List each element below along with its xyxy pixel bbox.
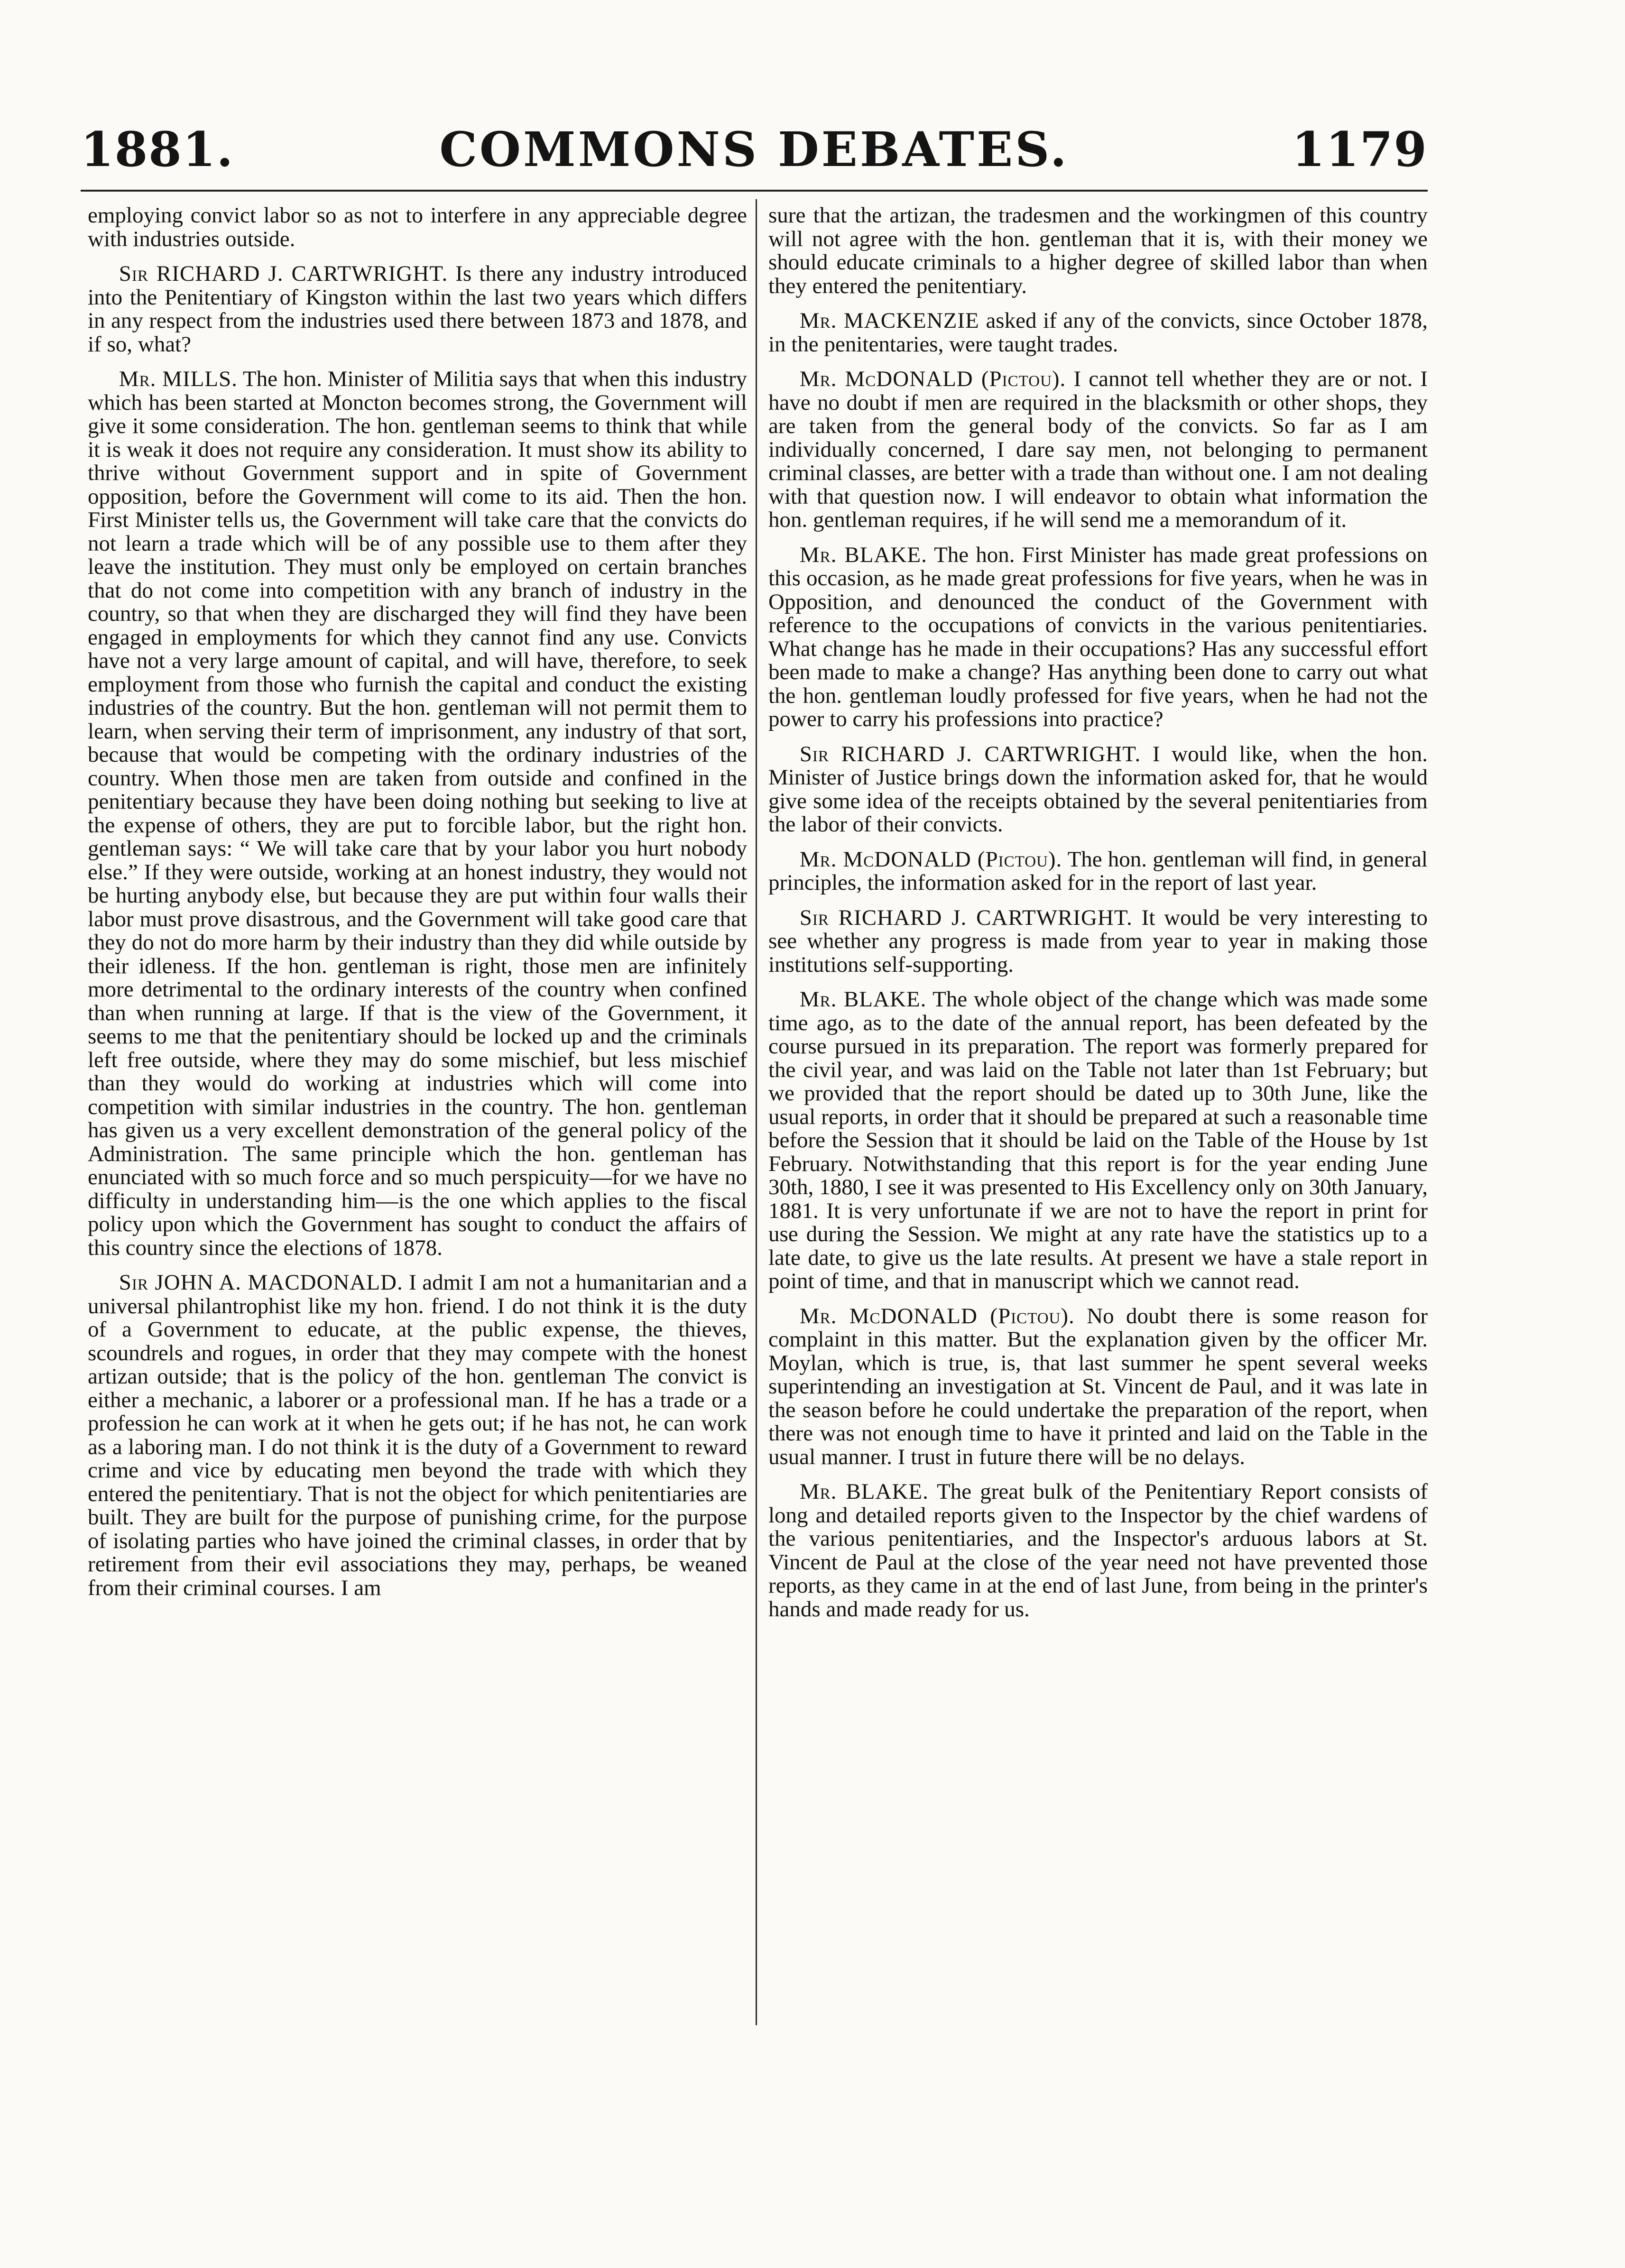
speaker-name: Mr. McDONALD (Pictou). bbox=[799, 367, 1066, 391]
paragraph-text: employing convict labor so as not to interfere in any appreciable degree with industries outside. bbox=[88, 203, 747, 251]
speaker-name: Mr. McDONALD (Pictou). bbox=[799, 847, 1062, 872]
left-column bbox=[88, 204, 747, 1611]
speaker-name: Mr. BLAKE. bbox=[799, 987, 927, 1012]
debate-paragraph bbox=[88, 1271, 747, 1600]
paragraph-text: The hon. gentleman will find, in general principles, the information asked for in the report of last year. bbox=[768, 847, 1428, 895]
speaker-name: Mr. BLAKE. bbox=[799, 1479, 929, 1504]
speaker-name: Mr. BLAKE. bbox=[799, 542, 927, 567]
paragraph-text: I would like, when the hon. Minister of Justice brings down the information asked for, that he would give some idea of the receipts obtained by the several penitentiaries from the labor of their convicts. bbox=[768, 741, 1428, 837]
header-rule bbox=[81, 190, 1428, 192]
right-column bbox=[768, 204, 1428, 1632]
paragraph-text: asked if any of the convicts, since October 1878, in the penitentaries, were taught trades. bbox=[768, 308, 1428, 357]
speaker-name: Sir JOHN A. MACDONALD. bbox=[119, 1270, 403, 1295]
debate-paragraph bbox=[88, 368, 747, 1260]
debate-paragraph bbox=[768, 368, 1428, 532]
speaker-name: Sir RICHARD J. CARTWRIGHT. bbox=[799, 905, 1133, 930]
paragraph-text: sure that the artizan, the tradesmen and the workingmen of this country will not agree with the hon. gentleman that it is, with their money we should educate criminals to a higher degree of skilled labor than when they entered the penitentiary. bbox=[768, 203, 1428, 298]
paragraph-text: I admit I am not a humanitarian and a universal philantrophist like my hon. friend. I do not think it is the duty of a Government to educate, at the public expense, the thieves, scoundrels and rogues, in order that they may compete with the honest artizan outside; that is the policy of the hon. gentleman The convict is either a mechanic, a laborer or a professional man. If he has a trade or a profession he can work at it when he gets out; if he has not, he can work as a laboring man. I do not think it is the duty of a Government to reward crime and vice by educating men beyond the trade with which they entered the penitentiary. That is not the object for which penitentiaries are built. They are built for the purpose of punishing crime, for the purpose of isolating parties who have joined the criminal classes, in order that by retirement from their evil associations they may, perhaps, be weaned from their criminal courses. I am bbox=[88, 1270, 747, 1600]
speaker-name: Sir RICHARD J. CARTWRIGHT. bbox=[799, 741, 1141, 766]
paragraph-text: Is there any industry introduced into the Penitentiary of Kingston within the last two years which differs in any respect from the industries used there between 1873 and 1878, and if so, what? bbox=[88, 261, 747, 357]
paragraph-text: I cannot tell whether they are or not. I have no doubt if men are required in the blacksmith or other shops, they are taken from the general body of the convicts. So far as I am individually concerned, I dare say men, not belonging to permanent criminal classes, are better with a trade than without one. I am not dealing with that question now. I will endeavor to obtain what information the hon. gentleman requires, if he will send me a memorandum of it. bbox=[768, 367, 1428, 532]
page-header bbox=[81, 119, 1428, 183]
debate-paragraph bbox=[768, 906, 1428, 977]
debate-paragraph bbox=[768, 309, 1428, 356]
header-year: 1881. bbox=[81, 121, 234, 177]
debate-paragraph bbox=[768, 743, 1428, 837]
paragraph-text: No doubt there is some reason for complaint in this matter. But the explanation given by the officer Mr. Moylan, which is true, is, that last summer he spent several weeks superintending an investigation at St. Vincent de Paul, and it was late in the season before he could undertake the preparation of the report, when there was not enough time to have it printed and laid on the Table in the usual manner. I trust in future there will be no delays. bbox=[768, 1303, 1428, 1469]
debate-paragraph bbox=[88, 262, 747, 356]
debate-paragraph bbox=[768, 1305, 1428, 1469]
speaker-name: Mr. MILLS. bbox=[119, 367, 238, 391]
debate-paragraph bbox=[768, 988, 1428, 1293]
column-divider bbox=[756, 199, 757, 2025]
paragraph-text: The hon. Minister of Militia says that when this industry which has been started at Moncton becomes strong, the Government will give it some consideration. The hon. gentleman seems to think that while it is weak it does not require any consideration. It must show its ability to thrive without Government support and in spite of Government opposition, before the Government will come to its aid. Then the hon. First Minister tells us, the Government will take care that the convicts do not learn a trade which will be of any possible use to them after they leave the institution. They must only be employed on certain branches that do not come into competition with any branch of industry in the country, so that when they are discharged they will find they have been engaged in employments for which they cannot find any use. Convicts have not a very large amount of capital, and will have, therefore, to seek employment from those who furnish the capital and conduct the existing industries of the country. But the hon. gentleman will not permit them to learn, when serving their term of imprisonment, any industry of that sort, because that would be competing with the ordinary industries of the country. When those men are taken from outside and confined in the penitentiary because they have been doing nothing but seeking to live at the expense of others, they are put to forcible labor, but the right hon. gentleman says: “ We will take care that by your labor you hurt nobody else.” If they were outside, working at an honest industry, they would not be hurting anybody else, but because they are put within four walls their labor must prove disastrous, and the Government will take good care that they do not do more harm by their industry than they did while outside by their idleness. If the hon. gentleman is right, those men are infinitely more detrimental to the ordinary interests of the country when confined than when running at large. If that is the view of the Government, it seems to me that the penitentiary should be locked up and the criminals left free outside, where they may do some mischief, but less mischief than they would do working at industries which will come into competition with similar industries in the country. The hon. gentleman has given us a very excellent demonstration of the general policy of the Administration. The same principle which the hon. gentleman has enunciated with so much force and so much perspicuity—for we have no difficulty in understanding him—is the one which applies to the fiscal policy upon which the Government has sought to conduct the affairs of this country since the elections of 1878. bbox=[88, 367, 747, 1260]
debate-paragraph bbox=[768, 848, 1428, 895]
header-page-number: 1179 bbox=[1292, 121, 1428, 177]
paragraph-text: The great bulk of the Penitentiary Report consists of long and detailed reports given to the Inspector by the chief wardens of the various penitentiaries, and the Inspector's arduous labors at St. Vincent de Paul at the close of the year need not have prevented those reports, as they came in at the end of last June, from being in the printer's hands and made ready for us. bbox=[768, 1479, 1428, 1622]
speaker-name: Mr. McDONALD (Pictou). bbox=[799, 1303, 1075, 1328]
paragraph-text: The whole object of the change which was made some time ago, as to the date of the annual report, has been defeated by the course pursued in its preparation. The report was formerly prepared for the civil year, and was laid on the Table not later than 1st February; but we provided that the report should be dated up to 30th June, like the usual reports, in order that it should be prepared at such a reasonable time before the Session that it should be laid on the Table of the House by 1st February. Notwithstanding that this report is for the year ending June 30th, 1880, I see it was presented to His Excellency only on 30th January, 1881. It is very unfortunate if we are not to have the report in print for use during the Session. We might at any rate have the statistics up to a late date, to give us the late results. At present we have a stale report in point of time, and that in manuscript which we cannot read. bbox=[768, 987, 1428, 1293]
paragraph-text: The hon. First Minister has made great professions on this occasion, as he made great professions for five years, when he was in Opposition, and denounced the conduct of the Government with reference to the occupations of convicts in the various penitentiaries. What change has he made in their occupations? Has any successful effort been made to make a change? Has anything been done to carry out what the hon. gentleman loudly professed for five years, when he had not the power to carry his professions into practice? bbox=[768, 542, 1428, 731]
debate-paragraph bbox=[768, 544, 1428, 731]
paragraph-text: It would be very interesting to see whether any progress is made from year to year in making those institutions self-supporting. bbox=[768, 905, 1428, 977]
speaker-name: Sir RICHARD J. CARTWRIGHT. bbox=[119, 261, 448, 286]
debate-paragraph bbox=[88, 204, 747, 251]
header-title: COMMONS DEBATES. bbox=[439, 121, 1069, 177]
speaker-name: Mr. MACKENZIE bbox=[799, 308, 979, 333]
debate-paragraph bbox=[768, 1480, 1428, 1621]
debate-paragraph bbox=[768, 204, 1428, 298]
